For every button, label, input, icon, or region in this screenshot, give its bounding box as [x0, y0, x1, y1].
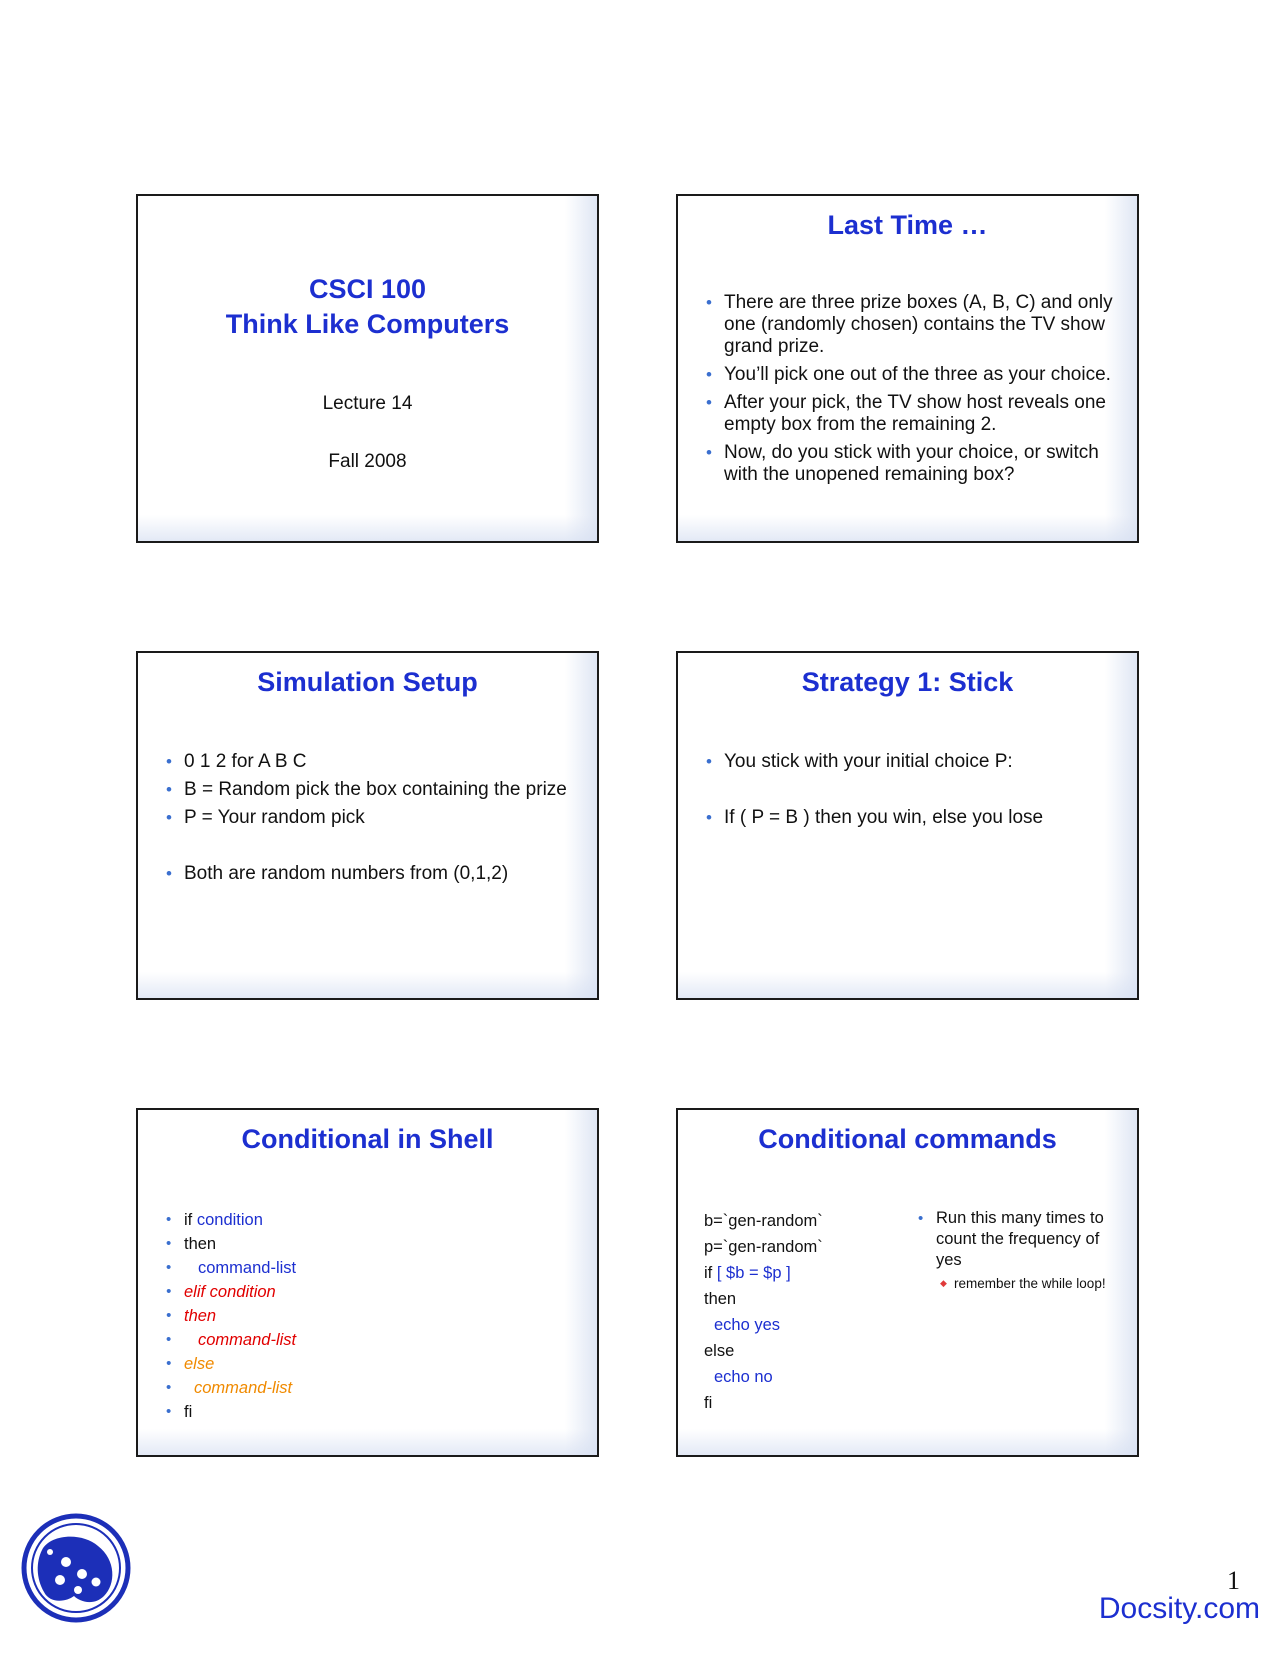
list-item: [166, 1258, 579, 1278]
term-label: Fall 2008: [328, 451, 407, 472]
condition-text: condition: [196, 1211, 263, 1229]
code-line: fi: [704, 1394, 713, 1412]
list-item: • If ( P = B ) then you win, else you lose: [706, 807, 1119, 829]
brand-link[interactable]: Docsity.com: [1098, 1592, 1260, 1625]
bullet-list: [706, 292, 1119, 492]
slide-title: Conditional commands: [758, 1124, 1057, 1154]
slide-title: Strategy 1: Stick: [801, 667, 1014, 697]
page-number: 1: [1227, 1566, 1240, 1595]
code-if: if: [704, 1264, 713, 1282]
slide-title: Conditional in Shell: [241, 1124, 494, 1154]
code-test: [ $b = $p ]: [716, 1264, 791, 1282]
course-name: Think Like Computers: [225, 309, 510, 339]
code-line: else: [704, 1342, 735, 1360]
slide-title-page: [136, 194, 599, 543]
command-list-text: command-list: [198, 1259, 297, 1277]
list-item: • then: [166, 1306, 579, 1326]
slide-conditional-in-shell: [136, 1108, 599, 1457]
sub-list-item: ◆ remember the while loop!: [936, 1275, 1123, 1292]
list-item: • 0 1 2 for A B C: [166, 751, 579, 773]
course-code: CSCI 100: [308, 274, 427, 304]
bullet-list: [706, 751, 1119, 835]
list-item: [918, 1208, 1123, 1292]
sub-list: [936, 1275, 1123, 1292]
bullet-list: [166, 751, 579, 891]
note-text: Run this many times to count the frequency of yes: [936, 1209, 1104, 1269]
list-item: • You’ll pick one out of the three as your choice.: [706, 364, 1119, 386]
lecture-label: Lecture 14: [322, 393, 413, 414]
list-item: • There are three prize boxes (A, B, C) and only one (randomly chosen) contains the TV show grand prize.: [706, 292, 1119, 358]
list-item: • elif condition: [166, 1282, 579, 1302]
ladybug-logo-icon: [20, 1512, 132, 1624]
command-list-text: command-list: [198, 1331, 297, 1349]
list-item: • Both are random numbers from (0,1,2): [166, 863, 579, 885]
slide-title: Last Time …: [827, 210, 988, 240]
list-item: • After your pick, the TV show host reveals one empty box from the remaining 2.: [706, 392, 1119, 436]
slide-title: Simulation Setup: [257, 667, 478, 697]
code-line: [704, 1260, 823, 1286]
code-line: b=`gen-random`: [704, 1212, 823, 1230]
list-item: • You stick with your initial choice P:: [706, 751, 1119, 773]
list-item: • B = Random pick the box containing the prize: [166, 779, 579, 801]
note-list: [918, 1208, 1123, 1292]
list-item: • P = Your random pick: [166, 807, 579, 829]
code-line: echo no: [714, 1368, 773, 1386]
slide-conditional-commands: [676, 1108, 1139, 1457]
list-item: • Now, do you stick with your choice, or switch with the unopened remaining box?: [706, 442, 1119, 486]
code-line: p=`gen-random`: [704, 1238, 823, 1256]
list-item: • else: [166, 1354, 579, 1374]
code-line: echo yes: [714, 1316, 781, 1334]
list-item: [166, 1330, 579, 1350]
code-block: [704, 1208, 823, 1416]
code-line: then: [704, 1290, 737, 1308]
syntax-list: [166, 1210, 579, 1426]
keyword-if: if: [184, 1211, 193, 1229]
course-title: [138, 272, 597, 342]
slide-last-time: [676, 194, 1139, 543]
list-item: [166, 1210, 579, 1230]
list-item: • fi: [166, 1402, 579, 1422]
slide-simulation-setup: [136, 651, 599, 1000]
slide-strategy-stick: [676, 651, 1139, 1000]
command-list-text: command-list: [194, 1379, 293, 1397]
list-item: [166, 1378, 579, 1398]
list-item: • then: [166, 1234, 579, 1254]
